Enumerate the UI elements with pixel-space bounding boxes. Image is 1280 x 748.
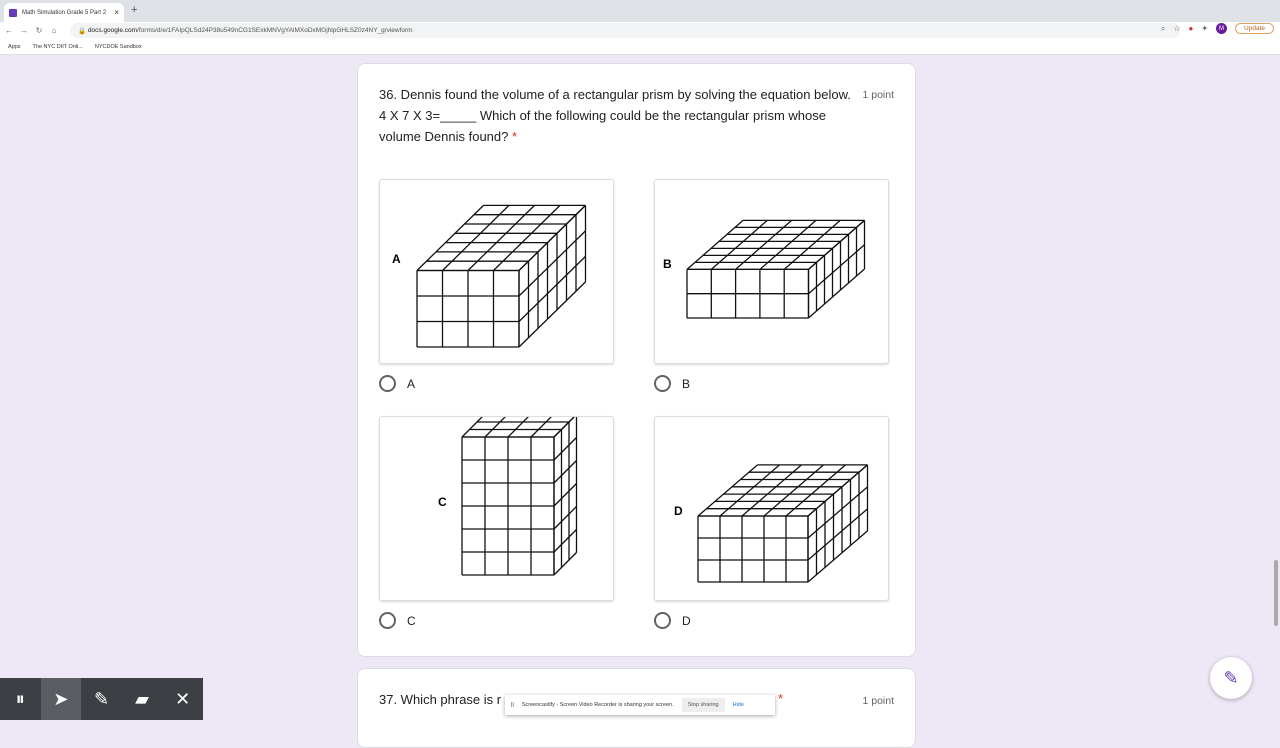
prism-line [554,461,577,484]
required-asterisk: * [511,129,518,144]
zoom-icon[interactable]: ⌕ [1160,23,1166,33]
forms-icon [9,9,17,17]
svg-text:A: A [392,252,401,266]
url-host: docs.google.com [87,27,138,34]
pencil-icon: ✎ [1223,667,1239,688]
prism-line [554,553,577,576]
update-button[interactable]: Update [1235,23,1274,34]
option-d [654,416,889,629]
question-text: 36. Dennis found the volume of a rectangular prism by solving the equation below. 4 X 7 X 3=_____ Which of the following could be the rectangular prism whose volume Dennis found? * [379,87,851,144]
option-c [379,416,614,629]
option-b [654,179,889,392]
home-icon[interactable]: ⌂ [51,26,57,35]
hide-button[interactable]: Hide [732,702,744,708]
points: 1 point [862,695,894,707]
browser-tab[interactable] [4,3,124,22]
bookmark-apps[interactable]: Apps [8,43,21,50]
lock-icon: 🔒 [78,27,88,35]
stop-sharing-button[interactable]: Stop sharing [682,698,725,712]
radio-option-a[interactable]: A [379,375,614,392]
prism-image-a [379,179,614,364]
cursor-icon[interactable]: ➤ [41,678,82,720]
radio-option-c[interactable]: C [379,612,614,629]
prism-line [508,417,531,437]
option-a [379,179,614,392]
back-icon[interactable]: ← [5,26,13,35]
url-path: /forms/d/e/1FAIpQLSd24P38u549nCG1SExkMNVgYAlMXoDxMGjhlpGHLSZ0z4NY_g/viewform [137,27,413,34]
pen-icon[interactable]: ✎ [93,688,110,709]
close-tab-icon[interactable]: × [114,8,119,17]
prism-line [554,484,577,507]
tab-strip [0,0,1280,22]
edit-fab[interactable] [1210,657,1252,699]
extensions-icon[interactable]: ✦ [1201,24,1209,33]
bookmarks-bar [0,39,1280,55]
eraser-icon[interactable]: ▰ [135,688,149,709]
prism-line [531,417,554,437]
bookmark-nycdoe-sandbox[interactable]: NYCDOE Sandbox [94,43,142,50]
sharing-text: Screencastify - Screen Video Recorder is sharing your screen. [521,702,674,708]
avatar[interactable]: M [1216,23,1227,34]
question-text: 37. Which phrase is r [379,692,502,707]
prism-line [462,417,485,437]
new-tab-button[interactable]: + [131,4,138,16]
question-36-card [357,63,916,657]
reload-icon[interactable]: ↻ [35,26,43,35]
prism-line [554,417,577,437]
bookmark-nyc-diit[interactable]: The NYC DIIT Onli... [32,43,83,50]
sharing-banner [505,695,775,715]
prism-image-d [654,416,889,601]
prism-line [485,417,508,437]
address-bar[interactable] [70,23,1180,38]
prism-image-c [379,416,614,601]
svg-text:D: D [674,504,683,518]
prism-line [554,438,577,461]
required-asterisk: * [778,691,784,706]
radio-option-d[interactable]: D [654,612,889,629]
forward-icon[interactable]: → [20,26,28,35]
radio-option-b[interactable]: B [654,375,889,392]
prism-line [554,530,577,553]
close-icon[interactable]: ✕ [175,688,191,709]
points: 1 point [862,89,894,101]
scrollbar[interactable] [1274,560,1278,626]
pause-icon[interactable]: ⏸ [15,688,25,709]
svg-text:C: C [438,495,447,509]
screencastify-toolbar [0,678,203,720]
svg-text:B: B [663,257,672,271]
tab-title: Math Simulation Grade 5 Part 2 [22,9,107,16]
prism-image-b [654,179,889,364]
screencastify-icon[interactable]: ● [1188,24,1194,33]
star-icon[interactable]: ☆ [1173,24,1181,33]
drag-handle-icon[interactable]: || [511,702,514,708]
browser-toolbar [0,22,1280,39]
prism-line [554,507,577,530]
